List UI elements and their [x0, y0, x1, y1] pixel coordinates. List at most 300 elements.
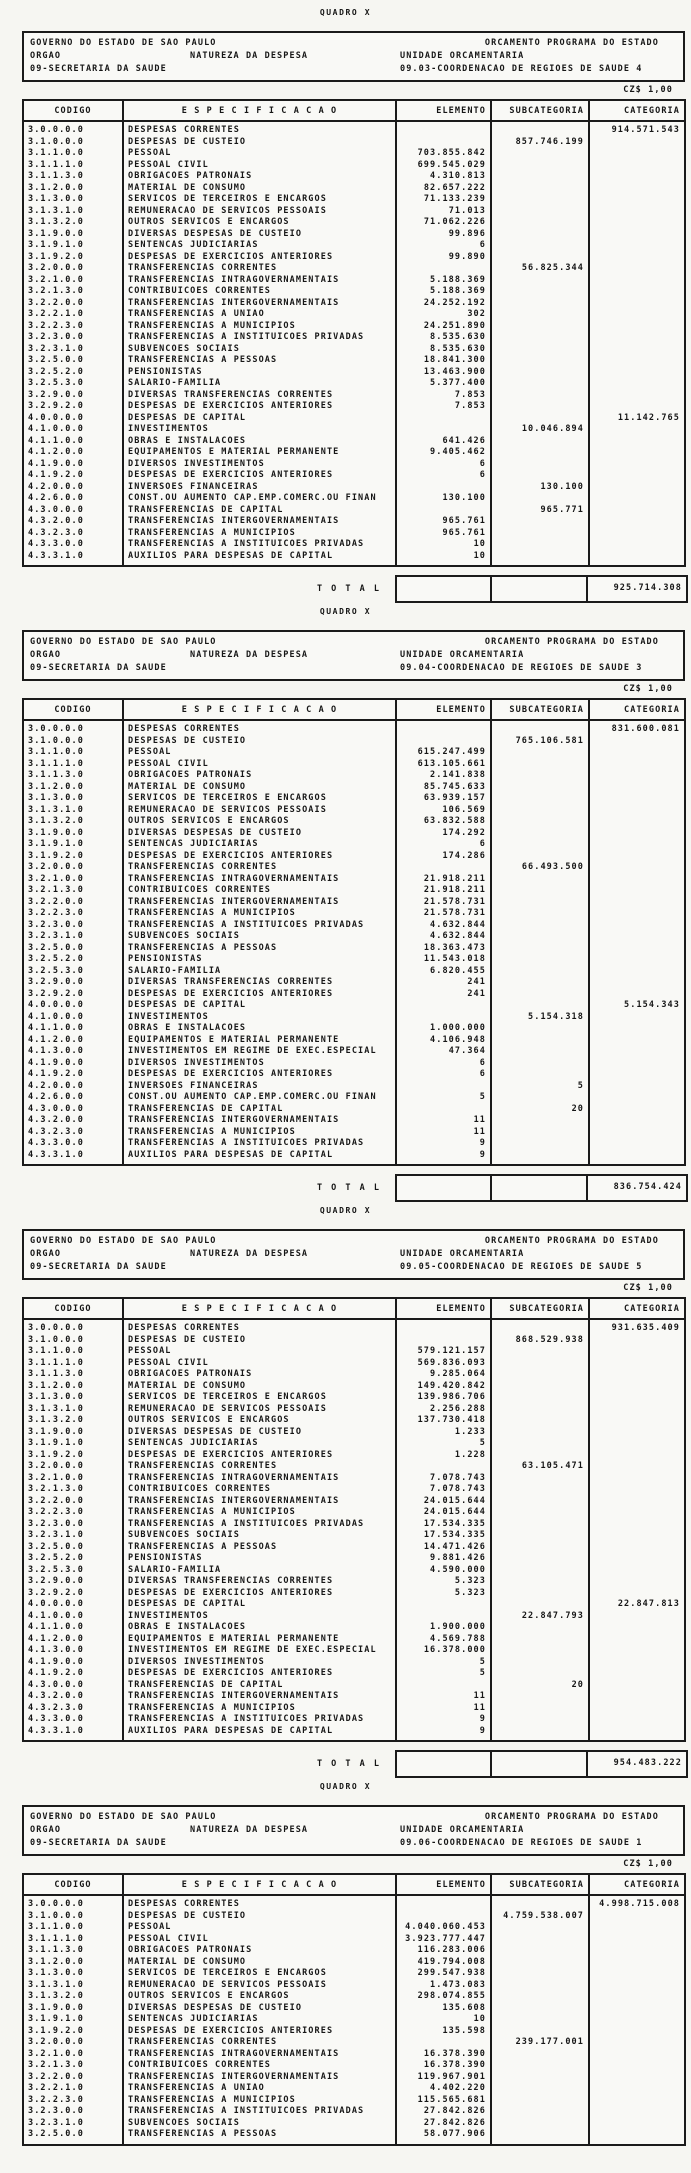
- cell-categoria: [589, 1438, 685, 1450]
- table-row: [23, 1530, 685, 1542]
- table-row: [23, 1369, 685, 1381]
- cell-categoria: [589, 516, 685, 528]
- total-box: [395, 1174, 688, 1202]
- cell-codigo: 4.3.0.0.0: [23, 1104, 123, 1116]
- cell-elemento: 174.286: [396, 851, 491, 863]
- cell-especificacao: DESPESAS DE EXERCICIOS ANTERIORES: [123, 851, 396, 863]
- cell-subcategoria: 965.771: [491, 505, 589, 517]
- table-row: [23, 1726, 685, 1742]
- cell-subcategoria: 63.105.471: [491, 1461, 589, 1473]
- cell-subcategoria: [491, 528, 589, 540]
- cell-codigo: 3.2.2.0.0: [23, 298, 123, 310]
- cell-elemento: 24.015.644: [396, 1507, 491, 1519]
- cell-subcategoria: [491, 805, 589, 817]
- cell-categoria: [589, 1634, 685, 1646]
- table-row: [23, 2014, 685, 2026]
- cell-especificacao: SENTENCAS JUDICIARIAS: [123, 240, 396, 252]
- cell-codigo: 3.1.9.2.0: [23, 1450, 123, 1462]
- unidade-label: UNIDADE ORCAMENTARIA: [400, 650, 525, 660]
- cell-especificacao: DESPESAS DE CAPITAL: [123, 1000, 396, 1012]
- cell-codigo: 3.2.3.0.0: [23, 2106, 123, 2118]
- cell-subcategoria: [491, 1945, 589, 1957]
- cell-especificacao: EQUIPAMENTOS E MATERIAL PERMANENTE: [123, 1035, 396, 1047]
- cell-categoria: [589, 1392, 685, 1404]
- cell-elemento: 5.323: [396, 1588, 491, 1600]
- cell-categoria: [589, 1565, 685, 1577]
- col-especificacao: E S P E C I F I C A C A O: [123, 1874, 396, 1895]
- cell-subcategoria: [491, 275, 589, 287]
- cell-subcategoria: [491, 1069, 589, 1081]
- table-row: [23, 1895, 685, 1911]
- cell-categoria: 5.154.343: [589, 1000, 685, 1012]
- cell-especificacao: TRANSFERENCIAS A MUNICIPIOS: [123, 321, 396, 333]
- cell-subcategoria: [491, 1657, 589, 1669]
- cell-subcategoria: [491, 298, 589, 310]
- cell-categoria: [589, 217, 685, 229]
- cell-codigo: 4.3.2.3.0: [23, 1703, 123, 1715]
- cell-codigo: 4.3.0.0.0: [23, 1680, 123, 1692]
- cell-categoria: [589, 1980, 685, 1992]
- table-row: [23, 759, 685, 771]
- orgao-label: ORGAO: [30, 51, 62, 61]
- table-row: [23, 401, 685, 413]
- column-header-row: [23, 1298, 685, 1319]
- total-subcategoria-cell: [492, 577, 588, 601]
- cell-elemento: 24.015.644: [396, 1496, 491, 1508]
- table-row: [23, 1035, 685, 1047]
- unidade-value: 09.03-COORDENACAO DE REGIOES DE SAUDE 4: [400, 64, 643, 74]
- table-row: [23, 1058, 685, 1070]
- cell-subcategoria: [491, 1484, 589, 1496]
- cell-codigo: 3.2.3.0.0: [23, 920, 123, 932]
- unidade-value: 09.05-COORDENACAO DE REGIOES DE SAUDE 5: [400, 1262, 643, 1272]
- program-name: ORCAMENTO PROGRAMA DO ESTADO: [484, 38, 659, 48]
- quadro-title: QUADRO X: [319, 1206, 372, 1215]
- cell-elemento: 241: [396, 977, 491, 989]
- cell-categoria: [589, 770, 685, 782]
- table-row: [23, 1553, 685, 1565]
- cell-elemento: 115.565.681: [396, 2095, 491, 2107]
- cell-especificacao: DESPESAS DE EXERCICIOS ANTERIORES: [123, 470, 396, 482]
- cell-categoria: 11.142.765: [589, 413, 685, 425]
- cell-especificacao: PESSOAL: [123, 1922, 396, 1934]
- table-row: [23, 1081, 685, 1093]
- natureza-label: NATUREZA DA DESPESA: [190, 1825, 309, 1835]
- cell-especificacao: PESSOAL CIVIL: [123, 160, 396, 172]
- cell-subcategoria: 130.100: [491, 482, 589, 494]
- table-row: [23, 1680, 685, 1692]
- cell-especificacao: INVESTIMENTOS EM REGIME DE EXEC.ESPECIAL: [123, 1645, 396, 1657]
- cell-codigo: 3.2.2.3.0: [23, 2095, 123, 2107]
- cell-especificacao: TRANSFERENCIAS INTERGOVERNAMENTAIS: [123, 897, 396, 909]
- cell-especificacao: INVERSOES FINANCEIRAS: [123, 482, 396, 494]
- cell-elemento: 7.853: [396, 401, 491, 413]
- cell-especificacao: DIVERSOS INVESTIMENTOS: [123, 1058, 396, 1070]
- cell-elemento: [396, 1461, 491, 1473]
- cell-elemento: 299.547.938: [396, 1968, 491, 1980]
- cell-codigo: 3.1.9.1.0: [23, 2014, 123, 2026]
- cell-codigo: 3.1.9.1.0: [23, 240, 123, 252]
- cell-especificacao: TRANSFERENCIAS A INSTITUICOES PRIVADAS: [123, 1138, 396, 1150]
- cell-elemento: 4.632.844: [396, 931, 491, 943]
- table-row: [23, 1427, 685, 1439]
- cell-subcategoria: [491, 1473, 589, 1485]
- table-row: [23, 862, 685, 874]
- table-row: [23, 2026, 685, 2038]
- table-row: [23, 1404, 685, 1416]
- cell-subcategoria: [491, 1450, 589, 1462]
- program-name: ORCAMENTO PROGRAMA DO ESTADO: [484, 1812, 659, 1822]
- table-row: [23, 436, 685, 448]
- cell-categoria: [589, 1945, 685, 1957]
- cell-subcategoria: [491, 367, 589, 379]
- cell-subcategoria: [491, 459, 589, 471]
- currency-note: CZ$ 1,00: [623, 85, 673, 95]
- cell-subcategoria: [491, 1530, 589, 1542]
- cell-elemento: 85.745.633: [396, 782, 491, 794]
- cell-codigo: 3.1.1.1.0: [23, 1358, 123, 1370]
- cell-elemento: 699.545.029: [396, 160, 491, 172]
- cell-codigo: 4.1.2.0.0: [23, 1035, 123, 1047]
- cell-subcategoria: 66.493.500: [491, 862, 589, 874]
- cell-elemento: 63.832.588: [396, 816, 491, 828]
- table-row: [23, 528, 685, 540]
- cell-especificacao: TRANSFERENCIAS A MUNICIPIOS: [123, 908, 396, 920]
- table-row: [23, 943, 685, 955]
- table-row: [23, 2049, 685, 2061]
- cell-elemento: 9: [396, 1150, 491, 1166]
- orgao-value: 09-SECRETARIA DA SAUDE: [30, 1838, 167, 1848]
- table-row: [23, 2003, 685, 2015]
- orgao-value: 09-SECRETARIA DA SAUDE: [30, 64, 167, 74]
- table-row: [23, 309, 685, 321]
- cell-categoria: [589, 1968, 685, 1980]
- cell-especificacao: CONTRIBUICOES CORRENTES: [123, 2060, 396, 2072]
- table-row: [23, 920, 685, 932]
- cell-subcategoria: [491, 828, 589, 840]
- cell-especificacao: DESPESAS CORRENTES: [123, 1895, 396, 1911]
- cell-categoria: [589, 1519, 685, 1531]
- section-header-box: [22, 1805, 685, 1856]
- table-row: [23, 194, 685, 206]
- cell-especificacao: PESSOAL: [123, 747, 396, 759]
- table-row: [23, 355, 685, 367]
- table-row: [23, 2060, 685, 2072]
- cell-codigo: 4.0.0.0.0: [23, 1599, 123, 1611]
- cell-especificacao: DESPESAS DE CUSTEIO: [123, 137, 396, 149]
- cell-subcategoria: [491, 1599, 589, 1611]
- cell-elemento: 18.363.473: [396, 943, 491, 955]
- cell-elemento: 6: [396, 240, 491, 252]
- natureza-label: NATUREZA DA DESPESA: [190, 650, 309, 660]
- cell-categoria: [589, 1714, 685, 1726]
- section-header-box: [22, 1229, 685, 1280]
- cell-elemento: 5.188.369: [396, 275, 491, 287]
- cell-especificacao: INVESTIMENTOS: [123, 1611, 396, 1623]
- cell-especificacao: TRANSFERENCIAS INTRAGOVERNAMENTAIS: [123, 275, 396, 287]
- table-row: [23, 2095, 685, 2107]
- cell-especificacao: SENTENCAS JUDICIARIAS: [123, 839, 396, 851]
- section-header-box: [22, 630, 685, 681]
- cell-subcategoria: [491, 1668, 589, 1680]
- cell-categoria: [589, 989, 685, 1001]
- budget-section-09-04: [0, 630, 691, 1202]
- cell-categoria: [589, 1703, 685, 1715]
- cell-codigo: 3.2.2.3.0: [23, 321, 123, 333]
- cell-subcategoria: [491, 332, 589, 344]
- cell-elemento: 5: [396, 1657, 491, 1669]
- cell-elemento: 703.855.842: [396, 148, 491, 160]
- cell-elemento: 569.836.093: [396, 1358, 491, 1370]
- cell-especificacao: DESPESAS DE EXERCICIOS ANTERIORES: [123, 989, 396, 1001]
- table-row: [23, 505, 685, 517]
- table-row: [23, 1358, 685, 1370]
- col-elemento: ELEMENTO: [396, 100, 491, 121]
- cell-elemento: 9.881.426: [396, 1553, 491, 1565]
- cell-codigo: 3.2.9.2.0: [23, 1588, 123, 1600]
- currency-note: CZ$ 1,00: [623, 684, 673, 694]
- cell-especificacao: DESPESAS DE EXERCICIOS ANTERIORES: [123, 401, 396, 413]
- col-categoria: CATEGORIA: [589, 1298, 685, 1319]
- cell-especificacao: REMUNERACAO DE SERVICOS PESSOAIS: [123, 1980, 396, 1992]
- cell-codigo: 4.1.0.0.0: [23, 1012, 123, 1024]
- col-categoria: CATEGORIA: [589, 100, 685, 121]
- cell-especificacao: TRANSFERENCIAS INTRAGOVERNAMENTAIS: [123, 874, 396, 886]
- cell-categoria: [589, 1911, 685, 1923]
- cell-subcategoria: 239.177.001: [491, 2037, 589, 2049]
- cell-especificacao: TRANSFERENCIAS CORRENTES: [123, 862, 396, 874]
- table-row: [23, 1714, 685, 1726]
- cell-codigo: 3.2.1.0.0: [23, 1473, 123, 1485]
- cell-elemento: 9.285.064: [396, 1369, 491, 1381]
- cell-codigo: 3.2.5.0.0: [23, 2129, 123, 2145]
- cell-especificacao: DESPESAS DE EXERCICIOS ANTERIORES: [123, 1588, 396, 1600]
- cell-codigo: 4.1.9.0.0: [23, 1657, 123, 1669]
- cell-subcategoria: [491, 516, 589, 528]
- cell-elemento: 24.251.890: [396, 321, 491, 333]
- cell-elemento: [396, 1104, 491, 1116]
- cell-subcategoria: [491, 1000, 589, 1012]
- cell-categoria: [589, 851, 685, 863]
- cell-especificacao: TRANSFERENCIAS DE CAPITAL: [123, 505, 396, 517]
- cell-subcategoria: [491, 252, 589, 264]
- column-header-row: [23, 1874, 685, 1895]
- cell-elemento: 1.000.000: [396, 1023, 491, 1035]
- table-row: [23, 263, 685, 275]
- cell-elemento: 130.100: [396, 493, 491, 505]
- table-row: [23, 1381, 685, 1393]
- cell-especificacao: TRANSFERENCIAS INTERGOVERNAMENTAIS: [123, 1115, 396, 1127]
- cell-categoria: [589, 954, 685, 966]
- cell-codigo: 3.2.2.0.0: [23, 2072, 123, 2084]
- cell-subcategoria: [491, 1588, 589, 1600]
- table-row: [23, 160, 685, 172]
- cell-subcategoria: [491, 401, 589, 413]
- cell-especificacao: MATERIAL DE CONSUMO: [123, 1957, 396, 1969]
- table-row: [23, 954, 685, 966]
- cell-categoria: [589, 355, 685, 367]
- cell-elemento: 149.420.842: [396, 1381, 491, 1393]
- cell-especificacao: DIVERSAS DESPESAS DE CUSTEIO: [123, 229, 396, 241]
- table-row: [23, 1991, 685, 2003]
- cell-categoria: [589, 977, 685, 989]
- cell-codigo: 3.2.1.3.0: [23, 286, 123, 298]
- orgao-value: 09-SECRETARIA DA SAUDE: [30, 1262, 167, 1272]
- cell-codigo: 3.1.0.0.0: [23, 736, 123, 748]
- cell-especificacao: DESPESAS CORRENTES: [123, 1319, 396, 1335]
- cell-codigo: 3.1.3.2.0: [23, 1991, 123, 2003]
- cell-elemento: 5: [396, 1438, 491, 1450]
- cell-categoria: [589, 1922, 685, 1934]
- cell-categoria: [589, 1553, 685, 1565]
- cell-categoria: [589, 1069, 685, 1081]
- cell-categoria: [589, 2026, 685, 2038]
- table-row: [23, 1000, 685, 1012]
- cell-elemento: 5.323: [396, 1576, 491, 1588]
- cell-especificacao: SENTENCAS JUDICIARIAS: [123, 1438, 396, 1450]
- cell-elemento: 1.233: [396, 1427, 491, 1439]
- cell-subcategoria: [491, 1991, 589, 2003]
- cell-elemento: 135.598: [396, 2026, 491, 2038]
- cell-codigo: 3.0.0.0.0: [23, 1319, 123, 1335]
- total-row: [22, 575, 691, 603]
- cell-elemento: [396, 1319, 491, 1335]
- cell-especificacao: TRANSFERENCIAS INTERGOVERNAMENTAIS: [123, 2072, 396, 2084]
- cell-subcategoria: [491, 1358, 589, 1370]
- government-name: GOVERNO DO ESTADO DE SAO PAULO: [30, 38, 217, 48]
- cell-codigo: 3.2.9.0.0: [23, 390, 123, 402]
- cell-elemento: 9: [396, 1726, 491, 1742]
- cell-codigo: 3.1.1.3.0: [23, 1945, 123, 1957]
- cell-especificacao: TRANSFERENCIAS A INSTITUICOES PRIVADAS: [123, 1714, 396, 1726]
- total-box: [395, 1750, 688, 1778]
- cell-codigo: 3.1.3.2.0: [23, 217, 123, 229]
- cell-codigo: 3.2.5.3.0: [23, 966, 123, 978]
- cell-codigo: 4.3.0.0.0: [23, 505, 123, 517]
- col-subcategoria: SUBCATEGORIA: [491, 100, 589, 121]
- cell-categoria: [589, 459, 685, 471]
- cell-elemento: 10: [396, 2014, 491, 2026]
- cell-elemento: 11: [396, 1691, 491, 1703]
- cell-codigo: 3.1.1.0.0: [23, 148, 123, 160]
- cell-subcategoria: [491, 1980, 589, 1992]
- cell-categoria: [589, 1576, 685, 1588]
- cell-categoria: [589, 805, 685, 817]
- total-label: T O T A L: [316, 1183, 381, 1193]
- cell-categoria: [589, 378, 685, 390]
- cell-especificacao: TRANSFERENCIAS A INSTITUICOES PRIVADAS: [123, 332, 396, 344]
- cell-codigo: 3.1.1.3.0: [23, 770, 123, 782]
- cell-codigo: 3.2.5.3.0: [23, 378, 123, 390]
- table-row: [23, 897, 685, 909]
- cell-elemento: 1.900.000: [396, 1622, 491, 1634]
- cell-categoria: [589, 828, 685, 840]
- cell-especificacao: EQUIPAMENTOS E MATERIAL PERMANENTE: [123, 1634, 396, 1646]
- cell-categoria: [589, 1115, 685, 1127]
- program-name: ORCAMENTO PROGRAMA DO ESTADO: [484, 1236, 659, 1246]
- cell-subcategoria: [491, 217, 589, 229]
- total-subcategoria-cell: [492, 1752, 588, 1776]
- cell-elemento: 5.377.400: [396, 378, 491, 390]
- cell-codigo: 4.1.1.0.0: [23, 436, 123, 448]
- cell-especificacao: SUBVENCOES SOCIAIS: [123, 931, 396, 943]
- cell-subcategoria: [491, 1427, 589, 1439]
- table-row: [23, 2037, 685, 2049]
- cell-subcategoria: [491, 793, 589, 805]
- cell-codigo: 3.1.3.0.0: [23, 793, 123, 805]
- cell-especificacao: DESPESAS DE CAPITAL: [123, 413, 396, 425]
- cell-subcategoria: [491, 148, 589, 160]
- cell-categoria: [589, 183, 685, 195]
- cell-codigo: 3.1.1.0.0: [23, 747, 123, 759]
- cell-categoria: [589, 1427, 685, 1439]
- cell-especificacao: MATERIAL DE CONSUMO: [123, 782, 396, 794]
- cell-especificacao: DESPESAS DE CUSTEIO: [123, 1911, 396, 1923]
- cell-elemento: 17.534.335: [396, 1519, 491, 1531]
- cell-codigo: 3.2.5.0.0: [23, 943, 123, 955]
- table-row: [23, 121, 685, 137]
- cell-especificacao: REMUNERACAO DE SERVICOS PESSOAIS: [123, 805, 396, 817]
- cell-codigo: 3.2.2.0.0: [23, 897, 123, 909]
- cell-subcategoria: [491, 1438, 589, 1450]
- cell-elemento: 298.074.855: [396, 1991, 491, 2003]
- cell-subcategoria: 22.847.793: [491, 1611, 589, 1623]
- table-row: [23, 1392, 685, 1404]
- cell-subcategoria: [491, 966, 589, 978]
- cell-elemento: 63.939.157: [396, 793, 491, 805]
- cell-codigo: 3.1.1.1.0: [23, 759, 123, 771]
- cell-categoria: [589, 171, 685, 183]
- cell-elemento: 8.535.630: [396, 344, 491, 356]
- cell-subcategoria: [491, 977, 589, 989]
- cell-subcategoria: [491, 908, 589, 920]
- cell-codigo: 3.2.2.3.0: [23, 1507, 123, 1519]
- total-box: [395, 575, 688, 603]
- natureza-label: NATUREZA DA DESPESA: [190, 1249, 309, 1259]
- cell-categoria: [589, 539, 685, 551]
- cell-elemento: 2.141.838: [396, 770, 491, 782]
- cell-categoria: [589, 1680, 685, 1692]
- cell-categoria: [589, 1046, 685, 1058]
- cell-codigo: 3.2.3.1.0: [23, 931, 123, 943]
- cell-subcategoria: [491, 2083, 589, 2095]
- cell-elemento: 10: [396, 539, 491, 551]
- cell-subcategoria: [491, 1058, 589, 1070]
- cell-especificacao: SUBVENCOES SOCIAIS: [123, 1530, 396, 1542]
- cell-subcategoria: [491, 1968, 589, 1980]
- cell-subcategoria: 868.529.938: [491, 1335, 589, 1347]
- table-row: [23, 390, 685, 402]
- cell-categoria: [589, 1657, 685, 1669]
- table-row: [23, 1450, 685, 1462]
- table-row: [23, 1484, 685, 1496]
- cell-subcategoria: [491, 1415, 589, 1427]
- cell-subcategoria: [491, 551, 589, 567]
- table-row: [23, 1461, 685, 1473]
- cell-especificacao: PESSOAL CIVIL: [123, 759, 396, 771]
- cell-subcategoria: [491, 1714, 589, 1726]
- cell-especificacao: DIVERSOS INVESTIMENTOS: [123, 1657, 396, 1669]
- cell-categoria: [589, 252, 685, 264]
- col-elemento: ELEMENTO: [396, 1298, 491, 1319]
- cell-codigo: 3.2.0.0.0: [23, 862, 123, 874]
- cell-elemento: 5: [396, 1668, 491, 1680]
- cell-codigo: 3.2.1.0.0: [23, 2049, 123, 2061]
- cell-especificacao: TRANSFERENCIAS A MUNICIPIOS: [123, 528, 396, 540]
- cell-elemento: 82.657.222: [396, 183, 491, 195]
- cell-categoria: [589, 390, 685, 402]
- col-subcategoria: SUBCATEGORIA: [491, 1874, 589, 1895]
